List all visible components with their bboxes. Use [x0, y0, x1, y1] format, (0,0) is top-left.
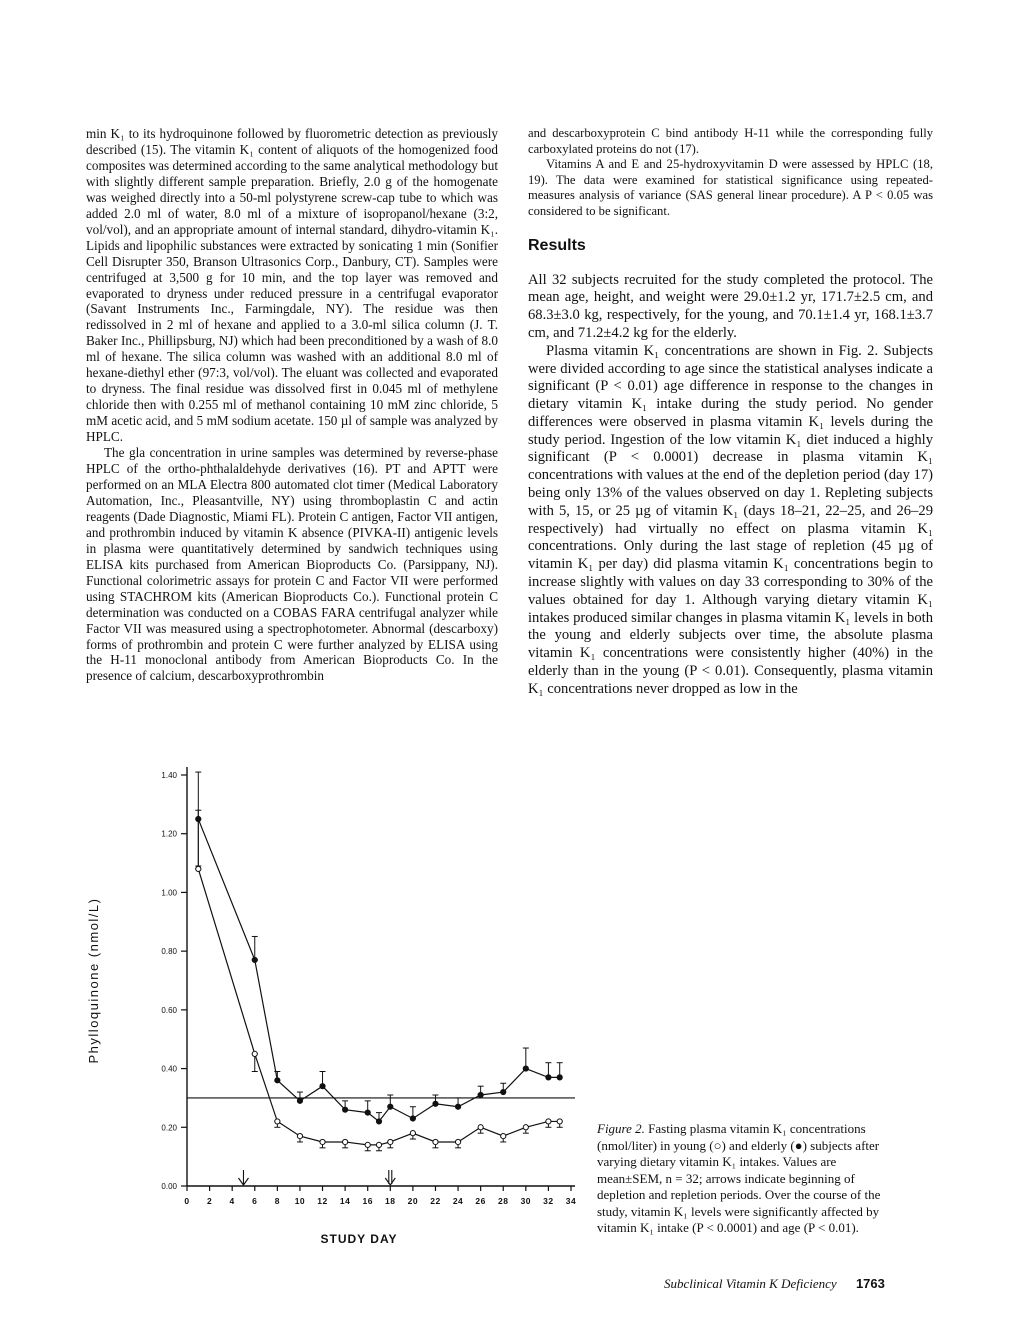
young-data-point	[196, 866, 201, 871]
elderly-data-point	[388, 1104, 393, 1109]
young-data-point	[455, 1139, 460, 1144]
left-text-column	[86, 126, 498, 684]
paragraph: All 32 subjects recruited for the study completed the protocol. The mean age, height, and weight were 29.0±1.2 yr, 171.7±2.5 cm, and 68.3±3.0 kg, respectively, for the young, and 70.1±1.4 yr, 168.1±3.7 cm, and 71.2±4.2 kg for the elderly.	[528, 271, 933, 341]
young-data-point	[365, 1142, 370, 1147]
chart-svg	[80, 765, 600, 1265]
x-tick-label: 8	[274, 1196, 280, 1206]
elderly-series-line	[198, 819, 559, 1121]
elderly-data-point	[365, 1110, 370, 1115]
paragraph: The gla concentration in urine samples was determined by reverse-phase HPLC of the ortho-phthalaldehyde derivatives (16). PT and APTT were performed on an MLA Electra 800 automated clot timer (Medical Laboratory Automation, Inc., Pleasantville, NY) using thromboplastin C and actin reagents (Dade Diagnostic, Miami FL). Protein C antigen, Factor VII antigen, and prothrombin induced by vitamin K absence (PIVKA-II) antigenic levels in plasma were quantitatively determined by sandwich techniques using ELISA kits purchased from American Bioproducts Co. (Parsippany, NJ). Functional colorimetric assays for protein C and Factor VII were performed using STACHROM kits (American Bioproducts Co.). Functional protein C determination was conducted on a COBAS FARA centrifugal analyzer while Factor VII was measured using a spectrophotometer. Abnormal (descarboxy) forms of prothrombin and protein C were further analyzed by ELISA using the H-11 monoclonal antibody from American Bioproducts Co. In the presence of calcium, descarboxyprothrombin	[86, 445, 498, 684]
x-tick-label: 26	[475, 1196, 486, 1206]
x-tick-label: 10	[294, 1196, 306, 1206]
young-data-point	[523, 1125, 528, 1130]
right-text-column	[528, 126, 933, 699]
running-title: Subclinical Vitamin K Deficiency	[664, 1276, 837, 1291]
young-data-point	[275, 1119, 280, 1124]
section-heading-results: Results	[528, 236, 586, 254]
elderly-data-point	[376, 1119, 381, 1124]
y-tick-label: 1.00	[161, 888, 177, 898]
x-tick-label: 22	[430, 1196, 441, 1206]
y-tick-label: 0.00	[161, 1182, 177, 1191]
y-tick-label: 0.80	[161, 947, 177, 957]
paragraph: and descarboxyprotein C bind antibody H-11 while the corresponding fully carboxylated proteins do not (17).	[528, 126, 933, 156]
y-tick-label: 1.20	[161, 829, 177, 839]
caption-label: Figure 2.	[597, 1121, 645, 1136]
elderly-data-point	[455, 1104, 460, 1109]
period-arrow-head	[385, 1178, 395, 1185]
young-data-point	[376, 1142, 381, 1147]
young-data-point	[433, 1139, 438, 1144]
figure-2-chart	[80, 765, 600, 1265]
y-tick-label: 1.40	[161, 771, 177, 780]
elderly-data-point	[252, 957, 257, 962]
x-axis-title: STUDY DAY	[320, 1232, 398, 1246]
elderly-data-point	[433, 1101, 438, 1106]
elderly-data-point	[275, 1078, 280, 1083]
results-text	[528, 272, 933, 699]
paragraph: Vitamins A and E and 25-hydroxyvitamin D were assessed by HPLC (18, 19). The data were examined for statistical significance using repeated-measures analysis of variance (SAS general linear procedure). A P < 0.05 was considered to be significant.	[528, 157, 933, 218]
elderly-data-point	[297, 1098, 302, 1103]
x-tick-label: 16	[362, 1196, 373, 1206]
figure-caption	[597, 1121, 903, 1237]
page-number: 1763	[855, 1276, 885, 1291]
young-series-line	[198, 869, 559, 1145]
young-data-point	[388, 1139, 393, 1144]
x-tick-label: 18	[385, 1196, 396, 1206]
x-tick-label: 0	[184, 1196, 190, 1206]
elderly-data-point	[320, 1084, 325, 1089]
y-tick-label: 0.40	[161, 1064, 177, 1074]
x-tick-label: 34	[565, 1196, 577, 1206]
caption-text: Fasting plasma vitamin K₁ concentrations (nmol/liter) in young (○) and elderly (●) subjects after varying dietary vitamin K₁ intakes. Values are mean±SEM, n = 32; arrows indicate beginning of depletion and repletion periods. Over the course of the study, vitamin K₁ levels were significantly affected by vitamin K₁ intake (P < 0.0001) and age (P < 0.01).	[597, 1121, 881, 1235]
elderly-data-point	[478, 1092, 483, 1097]
elderly-data-point	[501, 1089, 506, 1094]
y-axis-title: Phylloquinone (nmol/L)	[86, 897, 101, 1064]
young-data-point	[501, 1133, 506, 1138]
y-tick-label: 0.20	[161, 1123, 177, 1133]
paragraph: min K₁ to its hydroquinone followed by fluorometric detection as previously described (15). The vitamin K₁ content of aliquots of the homogenized food composites was determined according to the same analytical methodology but with slightly different sample preparation. Briefly, 2.0 g of the homogenate was weighed directly into a 50-ml polystyrene screw-cap tube to which was added 2.0 ml of water, 8.0 ml of a mixture of isopropanol/hexane (3:2, vol/vol), and an appropriate amount of internal standard, dihydro-vitamin K₁. Lipids and lipophilic substances were extracted by sonicating 1 min (Sonifier Cell Disrupter 350, Branson Ultrasonics Corp., Danbury, CT). Samples were centrifuged at 3,500 g for 10 min, and the top layer was removed and evaporated to dryness under reduced pressure in a centrifugal evaporator (Savant Instruments Inc., Farmingdale, NY). The residue was then redissolved in 2 ml of hexane and applied to a 3.0-ml silica column (J. T. Baker Inc., Phillipsburg, NJ) which had been preconditioned by a wash of 8.0 ml of hexane. The silica column was washed with an additional 8.0 ml of hexane-diethyl ether (97:3, vol/vol). The eluant was collected and evaporated to dryness. The final residue was dissolved first in 0.045 ml of methylene chloride then with 0.255 ml of methanol containing 10 mM zinc chloride, 5 mM acetic acid, and 5 mM sodium acetate. 150 µl of sample was analyzed by HPLC.	[86, 126, 498, 445]
elderly-data-point	[343, 1107, 348, 1112]
young-data-point	[546, 1119, 551, 1124]
y-tick-label: 0.60	[161, 1005, 177, 1015]
x-tick-label: 30	[520, 1196, 532, 1206]
x-tick-label: 2	[206, 1196, 213, 1206]
x-tick-label: 14	[339, 1196, 351, 1206]
page-footer	[664, 1276, 924, 1292]
young-data-point	[252, 1051, 257, 1056]
x-tick-label: 20	[407, 1196, 419, 1206]
young-data-point	[320, 1139, 325, 1144]
elderly-data-point	[410, 1116, 415, 1121]
young-data-point	[478, 1125, 483, 1130]
young-data-point	[343, 1139, 348, 1144]
elderly-data-point	[557, 1075, 562, 1080]
x-tick-label: 32	[543, 1196, 554, 1206]
young-data-point	[297, 1133, 302, 1138]
x-tick-label: 6	[252, 1196, 258, 1206]
x-tick-label: 12	[317, 1196, 328, 1206]
elderly-data-point	[546, 1075, 551, 1080]
paragraph: Plasma vitamin K₁ concentrations are shown in Fig. 2. Subjects were divided according to age since the statistical analyses indicate a significant (P < 0.01) age difference in response to the changes in dietary vitamin K₁ intake during the study period. No gender differences were observed in plasma vitamin K₁ levels during the study period. Ingestion of the low vitamin K₁ diet induced a highly significant (P < 0.0001) decrease in plasma vitamin K₁ concentrations with values at the end of the depletion period (day 17) being only 13% of the values observed on day 1. Repleting subjects with 5, 15, or 25 µg of vitamin K₁ (days 18–21, 22–25, and 26–29 respectively) had virtually no effect on plasma vitamin K₁ concentrations. Only during the last stage of repletion (45 µg of vitamin K₁ per day) did plasma vitamin K₁ concentrations begin to increase slightly with values on day 33 corresponding to 30% of the values obtained for day 1. Although varying dietary vitamin K₁ intakes produced similar changes in plasma vitamin K₁ levels in both the young and elderly subjects over time, the absolute plasma vitamin K₁ concentrations were consistently higher (40%) in the elderly than in the young (P < 0.01). Consequently, plasma vitamin K₁ concentrations never dropped as low in the	[528, 342, 933, 697]
elderly-data-point	[523, 1066, 528, 1071]
x-tick-label: 28	[498, 1196, 509, 1206]
young-data-point	[410, 1131, 415, 1136]
right-top-text	[528, 126, 933, 220]
young-data-point	[557, 1119, 562, 1124]
x-tick-label: 24	[452, 1196, 464, 1206]
x-tick-label: 4	[229, 1196, 235, 1206]
